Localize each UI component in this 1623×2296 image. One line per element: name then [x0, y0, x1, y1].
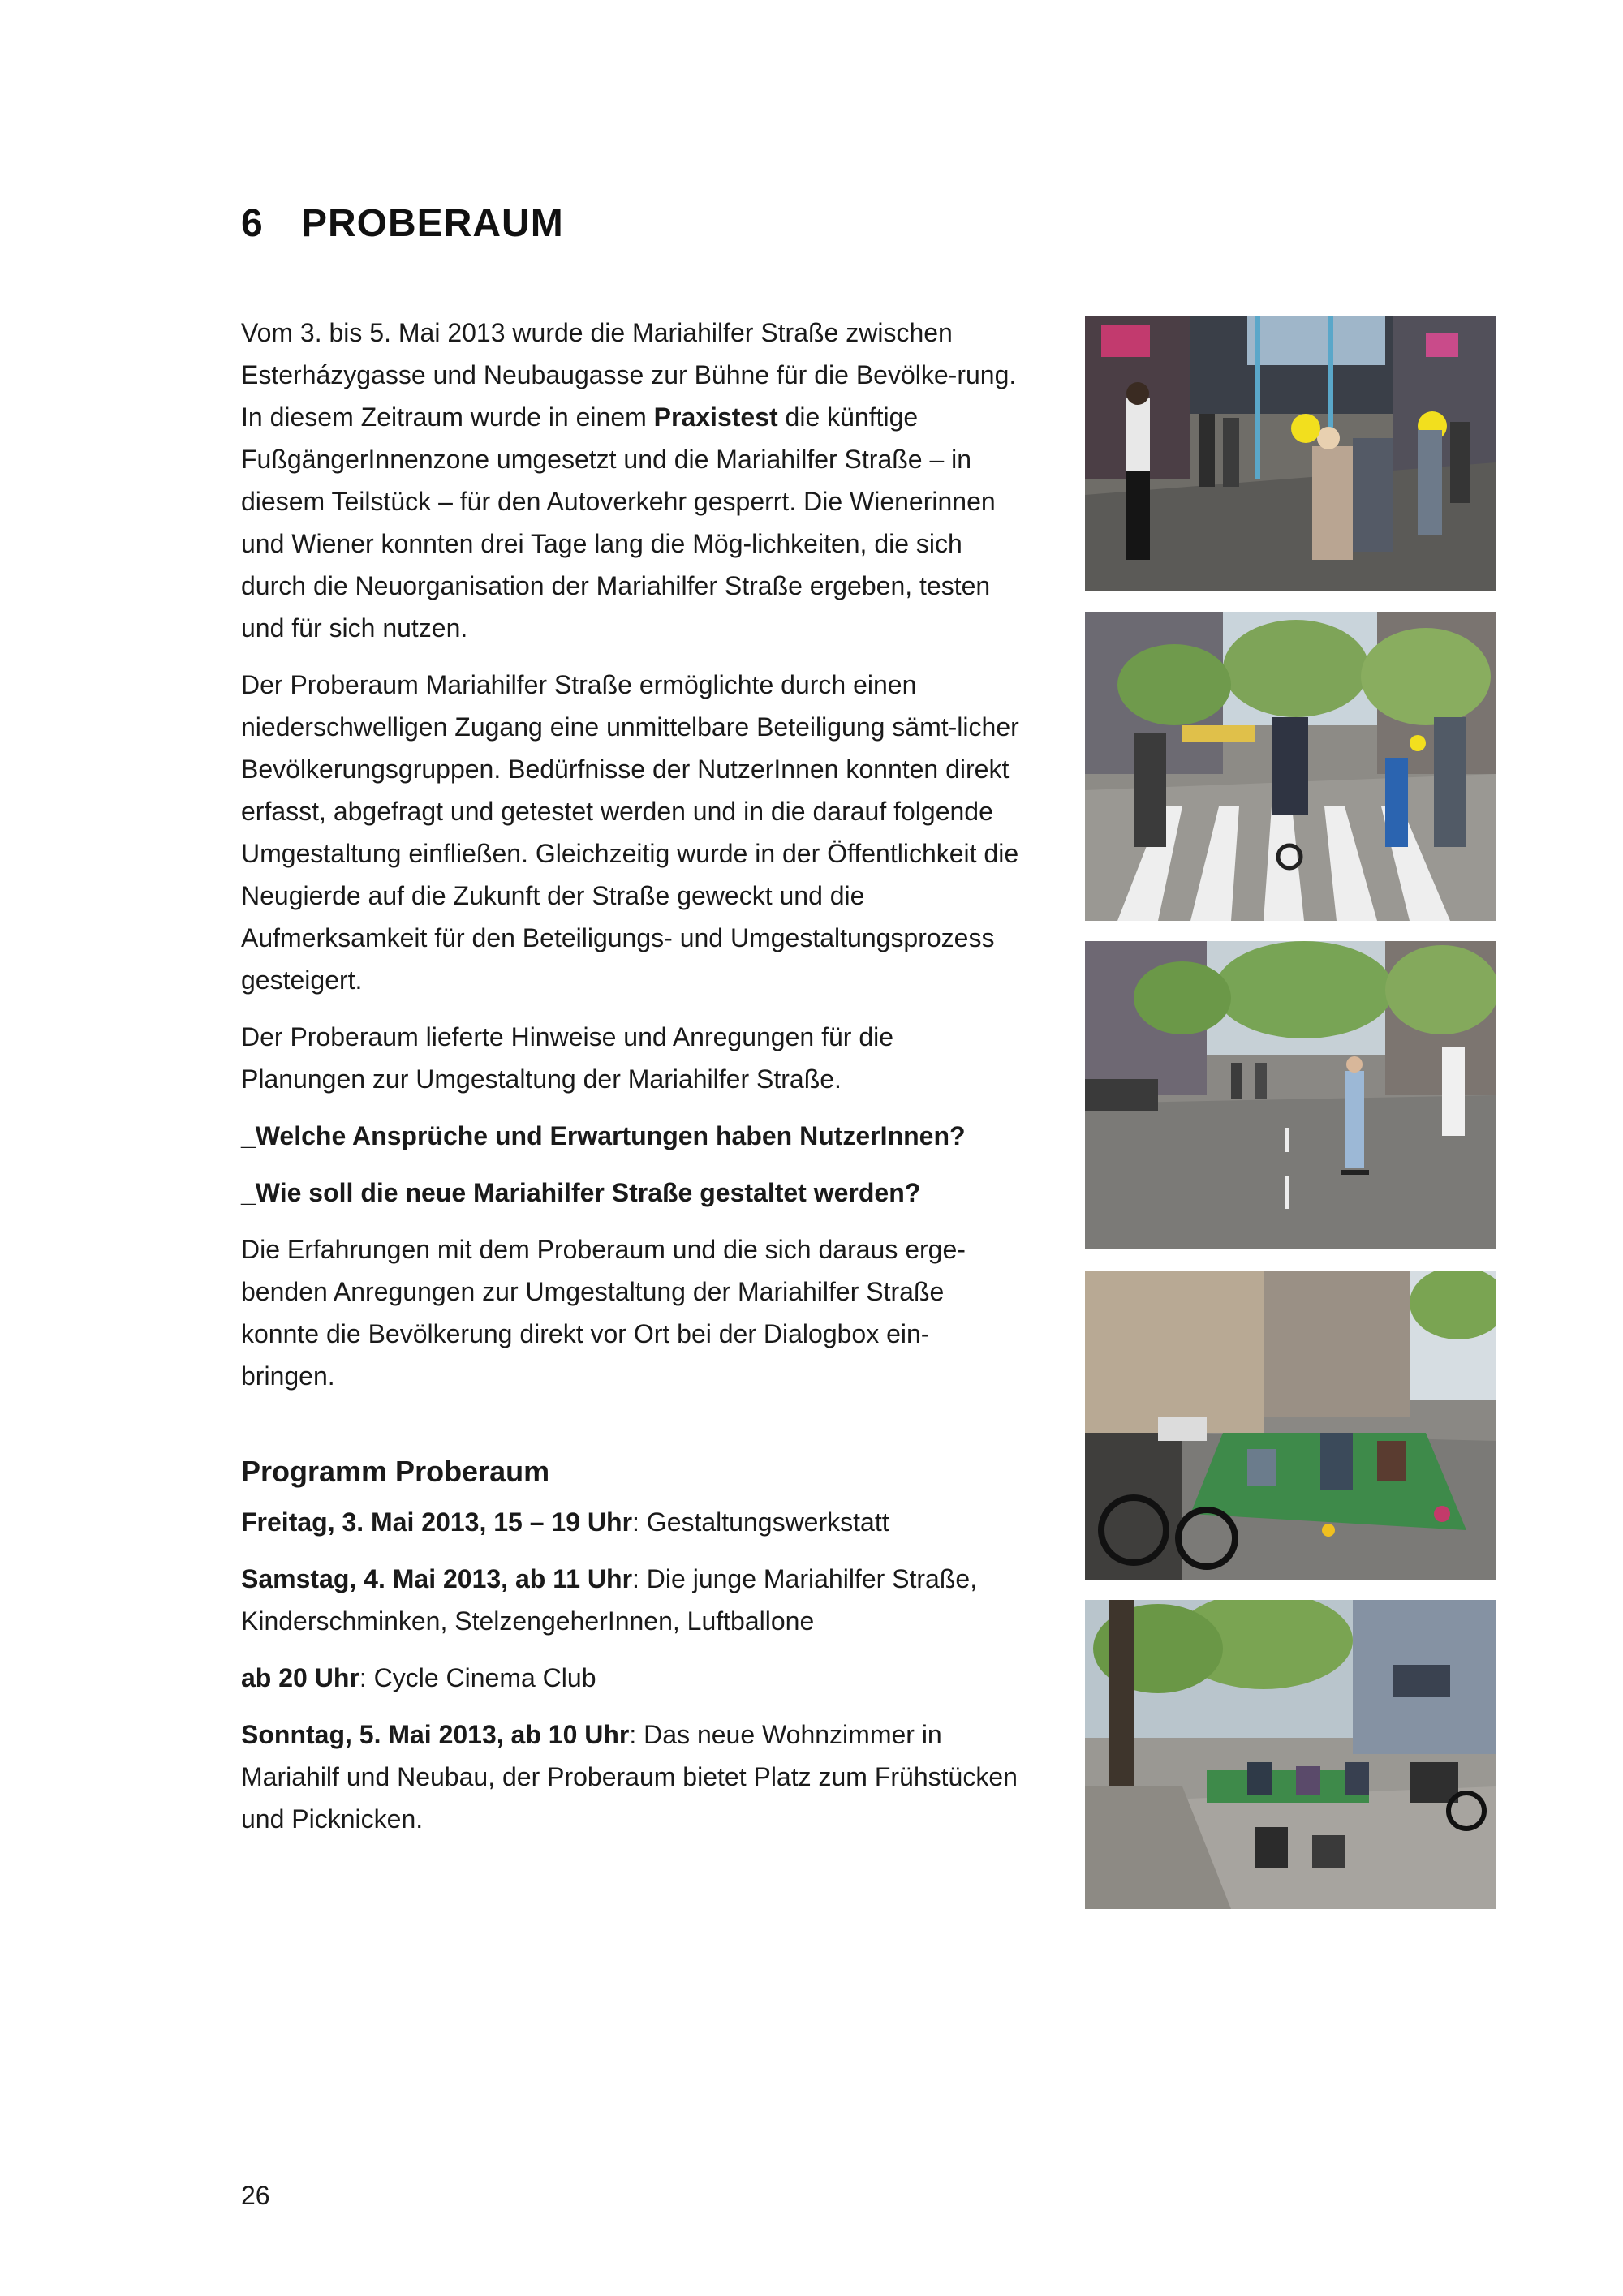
intro-text-part-1: Vom 3. bis 5. Mai 2013 wurde die Mariahilfer Straße zwischen Esterházygasse und Neubaugasse zur Bühne für die Bevölke-rung. In diesem Zeitraum wurde in einem: [241, 318, 1017, 432]
body-text-column: [241, 312, 1020, 1855]
street-photo-picnic-carpet: [1085, 1271, 1496, 1580]
program-saturday-evening-time: ab 20 Uhr: [241, 1663, 359, 1692]
program-saturday-date: Samstag, 4. Mai 2013, ab 11 Uhr: [241, 1564, 633, 1593]
section-heading: [241, 201, 564, 246]
program-friday-date: Freitag, 3. Mai 2013, 15 – 19 Uhr: [241, 1507, 633, 1537]
paragraph-hints: Der Proberaum lieferte Hinweise und Anregungen für die Planungen zur Umgestaltung der Mariahilfer Straße.: [241, 1022, 894, 1094]
question-design: _Wie soll die neue Mariahilfer Straße gestaltet werden?: [241, 1178, 921, 1207]
program-saturday-evening: [241, 1657, 1020, 1699]
program-saturday-text: : Die junge Mariahilfer Straße, Kinderschminken, StelzengeherInnen, Luftballone: [241, 1564, 978, 1636]
program-title: Programm Proberaum: [241, 1455, 550, 1488]
program-sunday: [241, 1713, 1020, 1840]
program-saturday: [241, 1558, 1020, 1642]
street-photo-pedestrians-balloons: [1085, 316, 1496, 591]
street-photo-crosswalk-cyclist: [1085, 612, 1496, 921]
program-friday-text: : Gestaltungswerkstatt: [632, 1507, 889, 1537]
paragraph-dialogbox: Die Erfahrungen mit dem Proberaum und die sich daraus erge-benden Anregungen zur Umgestaltung der Mariahilfer Straße konnte die Bevölkerung direkt vor Ort bei der Dialogbox ein-bringen.: [241, 1235, 966, 1391]
intro-text-part-2: die künftige FußgängerInnenzone umgesetzt und die Mariahilfer Straße – in diesem Teilstück – für den Autoverkehr gesperrt. Die Wienerinnen und Wiener konnten drei Tage lang die Mög-lichkeiten, die sich durch die Neuorganisation der Mariahilfer Straße ergeben, testen und für sich nutzen.: [241, 402, 996, 643]
paragraph-participation: Der Proberaum Mariahilfer Straße ermöglichte durch einen niederschwelligen Zugang eine unmittelbare Beteiligung sämt-licher Bevölkerungsgruppen. Bedürfnisse der NutzerInnen konnten direkt erfasst, abgefragt und getestet werden und in die darauf folgende Umgestaltung einfließen. Gleichzeitig wurde in der Öffentlichkeit die Neugierde auf die Zukunft der Straße geweckt und die Aufmerksamkeit für den Beteiligungs- und Umgestaltungsprozess gesteigert.: [241, 670, 1019, 995]
street-photo-picnic-sidewalk: [1085, 1600, 1496, 1909]
program-sunday-text: : Das neue Wohnzimmer in Mariahilf und Neubau, der Proberaum bietet Platz zum Frühstücken und Picknicken.: [241, 1720, 1018, 1834]
street-photo-skateboarder: [1085, 941, 1496, 1249]
program-sunday-date: Sonntag, 5. Mai 2013, ab 10 Uhr: [241, 1720, 630, 1749]
section-number: 6: [241, 202, 264, 245]
intro-bold-praxistest: Praxistest: [653, 402, 778, 432]
paragraph-intro: [241, 312, 1020, 649]
page-number: 26: [241, 2181, 270, 2210]
program-saturday-evening-text: : Cycle Cinema Club: [359, 1663, 596, 1692]
question-expectations: _Welche Ansprüche und Erwartungen haben NutzerInnen?: [241, 1121, 966, 1150]
section-title: PROBERAUM: [301, 202, 564, 245]
program-friday: [241, 1501, 1020, 1543]
